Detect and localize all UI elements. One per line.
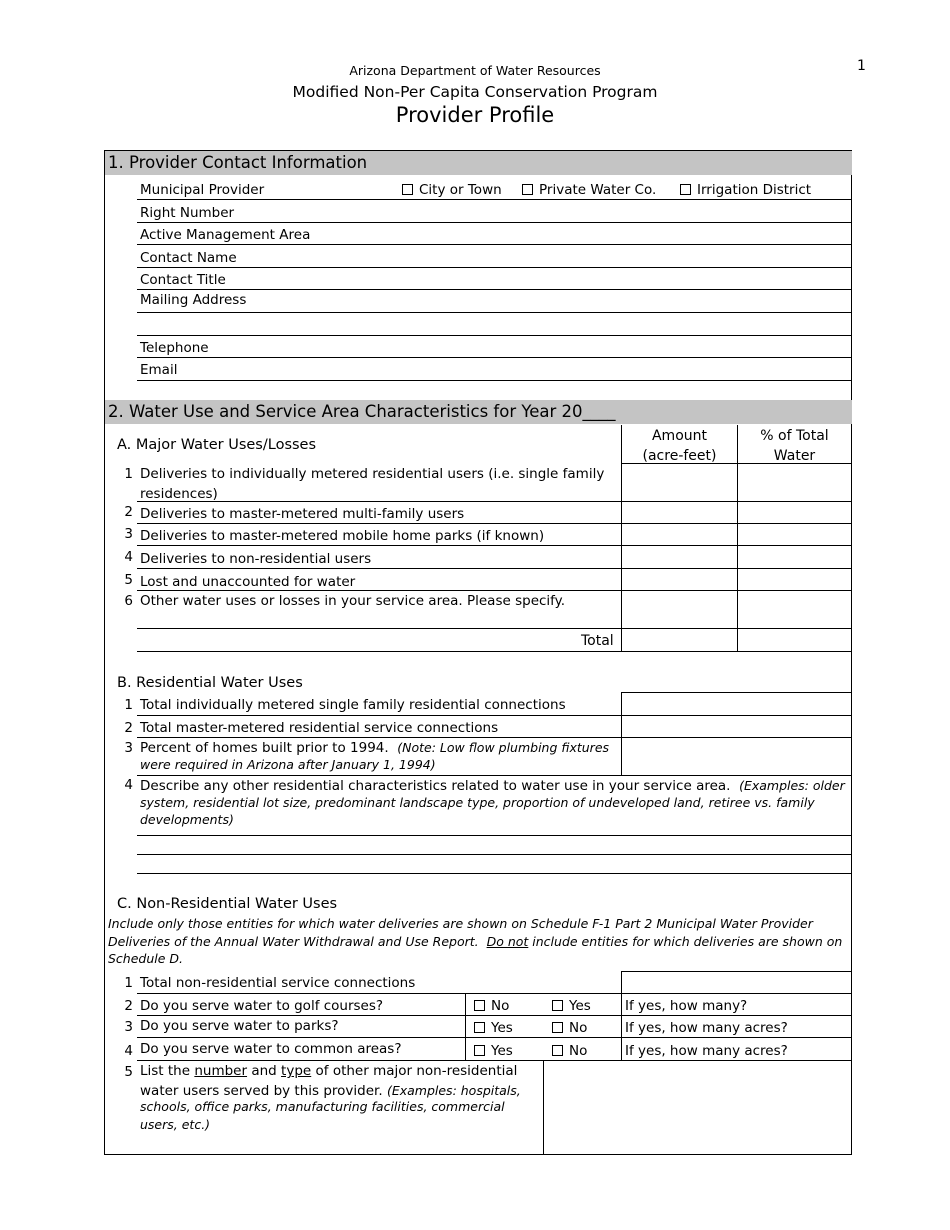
col-header-amount: Amount (acre-feet) (642, 428, 717, 464)
table-row-rule (137, 1015, 852, 1016)
row-number: 6 (124, 593, 133, 609)
municipal-provider-label: Municipal Provider (140, 182, 265, 198)
table-row-rule (137, 993, 852, 994)
description-line[interactable] (137, 854, 852, 855)
table-row-rule (137, 1037, 852, 1038)
table-row-rule (137, 715, 852, 716)
row-number: 1 (124, 697, 133, 713)
table-row-rule (137, 523, 852, 524)
contact-name-field[interactable] (137, 267, 852, 268)
table-bottom-rule (137, 651, 852, 652)
water-use-row-label: Deliveries to master-metered multi-family users (140, 506, 465, 522)
field-line[interactable] (137, 199, 852, 200)
water-use-row-label: Other water uses or losses in your service area. Please specify. (140, 593, 566, 609)
subsection-a-heading: A. Major Water Uses/Losses (117, 437, 317, 453)
checkbox-icon[interactable] (552, 1022, 563, 1033)
row-number: 3 (124, 1019, 133, 1035)
description-line[interactable] (137, 835, 852, 836)
checkbox-icon[interactable] (552, 1045, 563, 1056)
parks-yes-option[interactable]: Yes (474, 1020, 513, 1036)
total-label: Total (581, 633, 614, 649)
row-number: 2 (124, 720, 133, 736)
option-irrigation-district[interactable]: Irrigation District (680, 182, 811, 198)
water-use-row-label: Deliveries to non-residential users (140, 551, 372, 567)
golf-yes-option[interactable]: Yes (552, 998, 591, 1014)
page-number: 1 (857, 58, 866, 74)
nonresidential-row-label: Do you serve water to parks? (140, 1018, 339, 1034)
nonresidential-row-note: schools, office parks, manufacturing facilities, commercial (140, 1099, 505, 1114)
contact-title-label: Contact Title (140, 272, 226, 288)
option-city-or-town[interactable]: City or Town (402, 182, 502, 198)
common-yes-option[interactable]: Yes (474, 1043, 513, 1059)
table-row-rule (621, 692, 852, 693)
option-private-water-co[interactable]: Private Water Co. (522, 182, 656, 198)
checkbox-icon[interactable] (402, 184, 413, 195)
subsection-c-intro: Deliveries of the Annual Water Withdrawal and Use Report. Do not include entities for which deliveries are shown on (108, 934, 843, 949)
email-label: Email (140, 362, 178, 378)
checkbox-icon[interactable] (552, 1000, 563, 1011)
residential-row-label: Total individually metered single family residential connections (140, 697, 566, 713)
subsection-c-intro: Schedule D. (108, 951, 184, 966)
row-number: 2 (124, 504, 133, 520)
water-use-row-label: Deliveries to master-metered mobile home parks (if known) (140, 528, 545, 544)
table-row-rule (621, 971, 852, 972)
section-1-heading: 1. Provider Contact Information (105, 151, 852, 175)
nonresidential-row-label: water users served by this provider. (Examples: hospitals, (140, 1083, 521, 1099)
description-line[interactable] (137, 873, 852, 874)
table-row-rule (137, 590, 852, 591)
right-number-label: Right Number (140, 205, 235, 221)
residential-row-label: Total master-metered residential service connections (140, 720, 499, 736)
row-number: 5 (124, 572, 133, 588)
contact-title-field[interactable] (137, 289, 852, 290)
header-rule (621, 463, 852, 464)
checkbox-icon[interactable] (474, 1022, 485, 1033)
golf-no-option[interactable]: No (474, 998, 509, 1014)
checkbox-icon[interactable] (474, 1000, 485, 1011)
table-row-rule (137, 775, 852, 776)
right-number-field[interactable] (137, 222, 852, 223)
common-no-option[interactable]: No (552, 1043, 587, 1059)
common-followup-label: If yes, how many acres? (625, 1043, 788, 1059)
table-row-rule (137, 568, 852, 569)
nonresidential-row-note: users, etc.) (140, 1117, 211, 1132)
water-use-row-label: Deliveries to individually metered residential users (i.e. single family residences) (140, 466, 605, 502)
checkbox-icon[interactable] (474, 1045, 485, 1056)
mailing-address-label: Mailing Address (140, 292, 247, 308)
nonresidential-row-label: Do you serve water to golf courses? (140, 998, 384, 1014)
checkbox-icon[interactable] (680, 184, 691, 195)
row-number: 5 (124, 1064, 133, 1080)
checkbox-icon[interactable] (522, 184, 533, 195)
residential-row-label: Describe any other residential characteristics related to water use in your service area. (Examples: older (140, 778, 845, 794)
value-col-divider (621, 692, 622, 775)
nonresidential-row-label: Do you serve water to common areas? (140, 1041, 402, 1057)
residential-row-note: were required in Arizona after January 1, 1994) (140, 757, 436, 772)
parks-followup-label: If yes, how many acres? (625, 1020, 788, 1036)
telephone-label: Telephone (140, 340, 209, 356)
row-number: 2 (124, 998, 133, 1014)
mailing-address-field[interactable] (137, 312, 852, 313)
section-2-heading: 2. Water Use and Service Area Characteristics for Year 20____ (105, 400, 852, 424)
answer-col-divider (465, 994, 466, 1060)
residential-row-note: system, residential lot size, predominant landscape type, proportion of undeveloped land, retiree vs. family (140, 795, 815, 810)
row-number: 1 (124, 975, 133, 991)
row-number: 4 (124, 1043, 133, 1059)
residential-row-note: developments) (140, 812, 234, 827)
row-number: 4 (124, 777, 133, 793)
nonresidential-row-label: List the number and type of other major non-residential (140, 1063, 518, 1079)
subsection-b-heading: B. Residential Water Uses (117, 675, 303, 691)
subsection-c-heading: C. Non-Residential Water Uses (117, 896, 338, 912)
telephone-field[interactable] (137, 357, 852, 358)
residential-row-label: Percent of homes built prior to 1994. (Note: Low flow plumbing fixtures (140, 740, 610, 756)
parks-no-option[interactable]: No (552, 1020, 587, 1036)
row-number: 4 (124, 549, 133, 565)
water-use-row-label: Lost and unaccounted for water (140, 574, 356, 590)
response-box[interactable] (544, 1061, 851, 1154)
col-header-percent: % of Total Water (760, 428, 829, 464)
mailing-address-field-2[interactable] (137, 335, 852, 336)
row-number: 3 (124, 740, 133, 756)
page-title: Provider Profile (395, 103, 555, 127)
form-border-right (851, 150, 852, 1155)
form-border-bottom (104, 1154, 852, 1155)
subsection-c-intro: Include only those entities for which water deliveries are shown on Schedule F-1 Part 2 Municipal Water Provider (108, 916, 813, 931)
contact-name-label: Contact Name (140, 250, 237, 266)
row-number: 3 (124, 526, 133, 542)
nonresidential-row-label: Total non-residential service connections (140, 975, 416, 991)
program-name: Modified Non-Per Capita Conservation Program (292, 83, 658, 101)
email-field[interactable] (137, 380, 852, 381)
table-row-rule (137, 737, 852, 738)
ama-label: Active Management Area (140, 227, 311, 243)
ama-field[interactable] (137, 244, 852, 245)
table-row-rule (137, 501, 852, 502)
agency-name: Arizona Department of Water Resources (349, 63, 601, 78)
row-number: 1 (124, 466, 133, 482)
table-row-rule (137, 545, 852, 546)
table-row-rule (137, 628, 852, 629)
golf-followup-label: If yes, how many? (625, 998, 748, 1014)
